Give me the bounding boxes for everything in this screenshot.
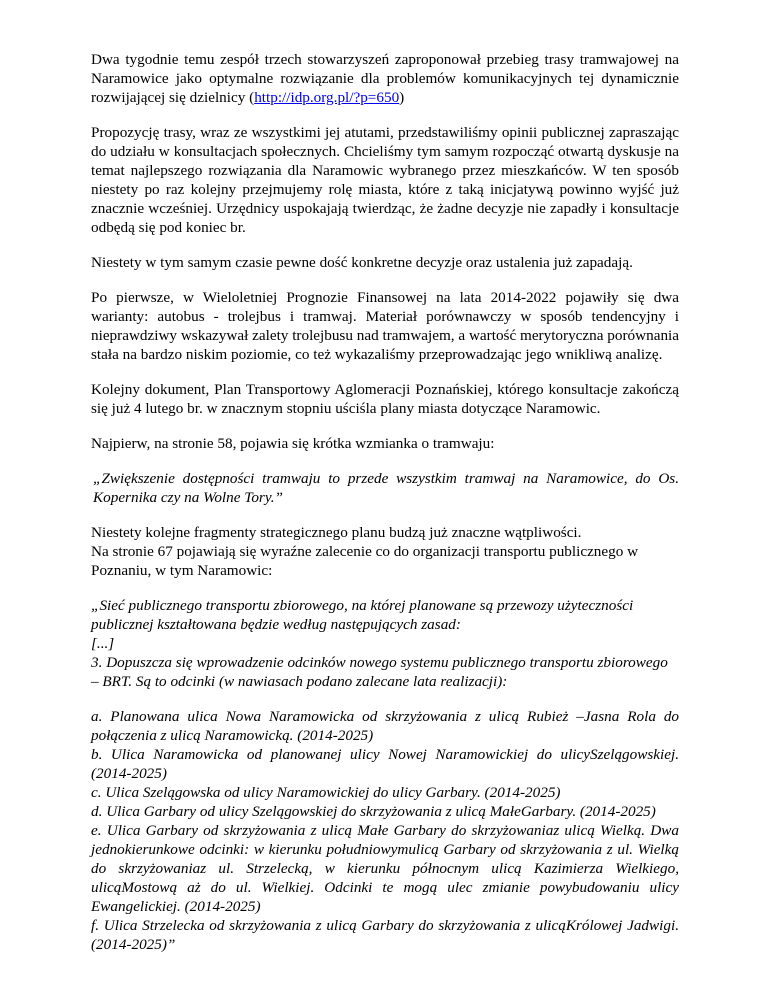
quote-network-rules-line-1: „Sieć publicznego transportu zbiorowego, na której planowane są przewozy użyteczności publicznej kształtowana będzie według następujących zasad: (91, 597, 634, 633)
paragraph-financial-forecast: Po pierwsze, w Wieloletniej Prognozie Finansowej na lata 2014-2022 pojawiły się dwa warianty: autobus - trolejbus i tramwaj. Materiał porównawczy w sposób tendencyjny i nieprawdziwy wskazywał zalety trolejbusu nad tramwajem, a wartość merytoryczna porównania stała na bardzo niskim poziomie, co też wykazaliśmy przeprowadzając jego wnikliwą analizę. (91, 289, 679, 363)
intro-text-end: ) (399, 89, 405, 106)
paragraph-decisions: Niestety w tym samym czasie pewne dość konkretne decyzje oraz ustalenia już zapadają. (91, 254, 633, 271)
paragraph-page-58: Najpierw, na stronie 58, pojawia się krótka wzmianka o tramwaju: (91, 435, 495, 452)
brt-section-list (91, 707, 679, 954)
paragraph-page-67 (91, 523, 679, 580)
quote-network-rules-brt: 3. Dopuszcza się wprowadzenie odcinków nowego systemu publicznego transportu zbiorowego – BRT. Są to odcinki (w nawiasach podano zalecane lata realizacji): (91, 654, 668, 690)
list-item-a: a. Planowana ulica Nowa Naramowicka od skrzyżowania z ulicą Rubież –Jasna Rola do połączenia z ulicą Naramowicką. (2014-2025) (91, 708, 679, 744)
quote-tram-accessibility: „Zwiększenie dostępności tramwaju to przede wszystkim tramwaj na Naramowice, do Os. Kopernika czy na Wolne Tory.” (93, 470, 679, 506)
paragraph-transport-plan: Kolejny dokument, Plan Transportowy Aglomeracji Poznańskiej, którego konsultacje zakończą się już 4 lutego br. w znacznym stopniu uściśla plany miasta dotyczące Naramowic. (91, 381, 679, 417)
page-67-line-1: Niestety kolejne fragmenty strategicznego planu budzą już znaczne wątpliwości. (91, 524, 582, 541)
list-item-f: f. Ulica Strzelecka od skrzyżowania z ulicą Garbary do skrzyżowania z ulicąKrólowej Jadwigi. (2014-2025)” (91, 917, 679, 953)
page-67-line-2: Na stronie 67 pojawiają się wyraźne zalecenie co do organizacji transportu publicznego w Poznaniu, w tym Naramowic: (91, 543, 639, 579)
list-item-e: e. Ulica Garbary od skrzyżowania z ulicą Małe Garbary do skrzyżowaniaz ulicą Wielką. Dwa jednokierunkowe odcinki: w kierunku południowymulicą Garbary od skrzyżowania z ul. Wielką do skrzyżowaniaz ul. Strzelecką, w kierunku północnym ulicą Kazimierza Wielkiego, ulicąMostową aż do ul. Wielkiej. Odcinki te mogą ulec zmianie powybudowaniu ulicy Ewangelickiej. (2014-2025) (91, 822, 679, 915)
idp-article-link[interactable]: http://idp.org.pl/?p=650 (254, 89, 400, 106)
intro-text: Dwa tygodnie temu zespół trzech stowarzyszeń zaproponował przebieg trasy tramwajowej na Naramowice jako optymalne rozwiązanie dla problemów komunikacyjnych tej dynamicznie rozwijającej się dzielnicy ( (91, 51, 679, 106)
list-item-d: d. Ulica Garbary od ulicy Szelągowskiej do skrzyżowania z ulicą MałeGarbary. (2014-2025) (91, 803, 656, 820)
paragraph-intro (91, 50, 679, 107)
paragraph-proposal: Propozycję trasy, wraz ze wszystkimi jej atutami, przedstawiliśmy opinii publicznej zapraszając do udziału w konsultacjach społecznych. Chcieliśmy tym samym rozpocząć otwartą dyskusje na temat najlepszego rozwiązania dla Naramowic wybranego przez mieszkańców. W ten sposób niestety po raz kolejny przejmujemy rolę miasta, które z taką inicjatywą powinno wyjść już znacznie wcześniej. Urzędnicy uspokajają twierdząc, że żadne decyzje nie zapadły i konsultacje odbędą się pod koniec br. (91, 124, 679, 236)
list-item-b: b. Ulica Naramowicka od planowanej ulicy Nowej Naramowickiej do ulicySzelągowskiej. (2014-2025) (91, 746, 679, 782)
quote-network-rules-ellipsis: [...] (91, 635, 115, 652)
quote-network-rules (91, 596, 679, 691)
document-page (91, 50, 679, 954)
list-item-c: c. Ulica Szelągowska od ulicy Naramowickiej do ulicy Garbary. (2014-2025) (91, 784, 561, 801)
